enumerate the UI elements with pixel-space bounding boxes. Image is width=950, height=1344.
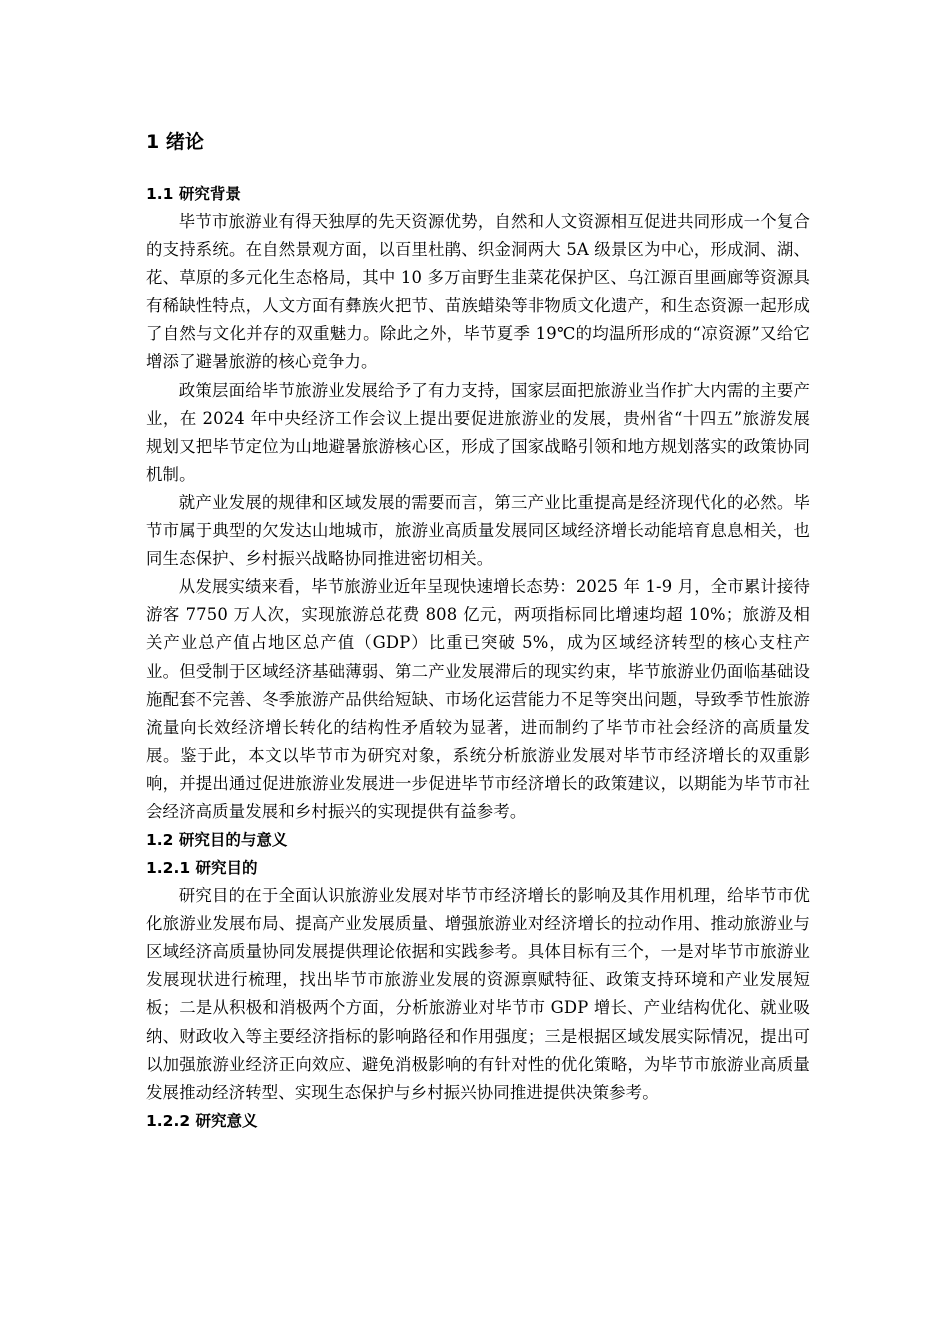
paragraph: 毕节市旅游业有得天独厚的先天资源优势，自然和人文资源相互促进共同形成一个复合的支持系统。在自然景观方面，以百里杜鹃、织金洞两大 5A 级景区为中心，形成洞、湖、花、草原的多元化生态格局，其中 10 多万亩野生韭菜花保护区、乌江源百里画廊等资源具有稀缺性特点，人文方面有彝族火把节、苗族蜡染等非物质文化遗产，和生态资源一起形成了自然与文化并存的双重魅力。除此之外，毕节夏季 19℃的均温所形成的“凉资源”又给它增添了避暑旅游的核心竞争力。 [146, 212, 810, 372]
subsection-heading-1-2-2: 1.2.2 研究意义 [146, 1111, 258, 1130]
paragraph: 就产业发展的规律和区域发展的需要而言，第三产业比重提高是经济现代化的必然。毕节市属于典型的欠发达山地城市，旅游业高质量发展同区域经济增长动能培育息息相关，也同生态保护、乡村振兴战略协同推进密切相关。 [146, 492, 810, 569]
chapter-title: 1 绪论 [146, 131, 204, 153]
paragraph: 政策层面给毕节旅游业发展给予了有力支持，国家层面把旅游业当作扩大内需的主要产业，在 2024 年中央经济工作会议上提出要促进旅游业的发展，贵州省“十四五”旅游发展规划又把毕节定位为山地避暑旅游核心区，形成了国家战略引领和地方规划落实的政策协同机制。 [146, 380, 810, 484]
section-heading-1-1: 1.1 研究背景 [146, 185, 241, 203]
paragraph: 研究目的在于全面认识旅游业发展对毕节市经济增长的影响及其作用机理，给毕节市优化旅游业发展布局、提高产业发展质量、增强旅游业对经济增长的拉动作用、推动旅游业与区域经济高质量协同发展提供理论依据和实践参考。具体目标有三个，一是对毕节市旅游业发展现状进行梳理，找出毕节市旅游业发展的资源禀赋特征、政策支持环境和产业发展短板；二是从积极和消极两个方面，分析旅游业对毕节市 GDP 增长、产业结构优化、就业吸纳、财政收入等主要经济指标的影响路径和作用强度；三是根据区域发展实际情况，提出可以加强旅游业经济正向效应、避免消极影响的有针对性的优化策略，为毕节市旅游业高质量发展推动经济转型、实现生态保护与乡村振兴协同推进提供决策参考。 [146, 886, 810, 1102]
document-body [146, 126, 810, 1135]
section-heading-1-2: 1.2 研究目的与意义 [146, 831, 288, 850]
paragraph: 从发展实绩来看，毕节旅游业近年呈现快速增长态势：2025 年 1-9 月，全市累计接待游客 7750 万人次，实现旅游总花费 808 亿元，两项指标同比增速均超 10%；旅游及相关产业总产值占地区总产值（GDP）比重已突破 5%，成为区域经济转型的核心支柱产业。但受制于区域经济基础薄弱、第二产业发展滞后的现实约束，毕节旅游业仍面临基础设施配套不完善、冬季旅游产品供给短缺、市场化运营能力不足等突出问题，导致季节性旅游流量向长效经济增长转化的结构性矛盾较为显著，进而制约了毕节市社会经济的高质量发展。鉴于此，本文以毕节市为研究对象，系统分析旅游业发展对毕节市经济增长的双重影响，并提出通过促进旅游业发展进一步促进毕节市经济增长的政策建议，以期能为毕节市社会经济高质量发展和乡村振兴的实现提供有益参考。 [146, 577, 810, 821]
subsection-heading-1-2-1: 1.2.1 研究目的 [146, 859, 258, 878]
